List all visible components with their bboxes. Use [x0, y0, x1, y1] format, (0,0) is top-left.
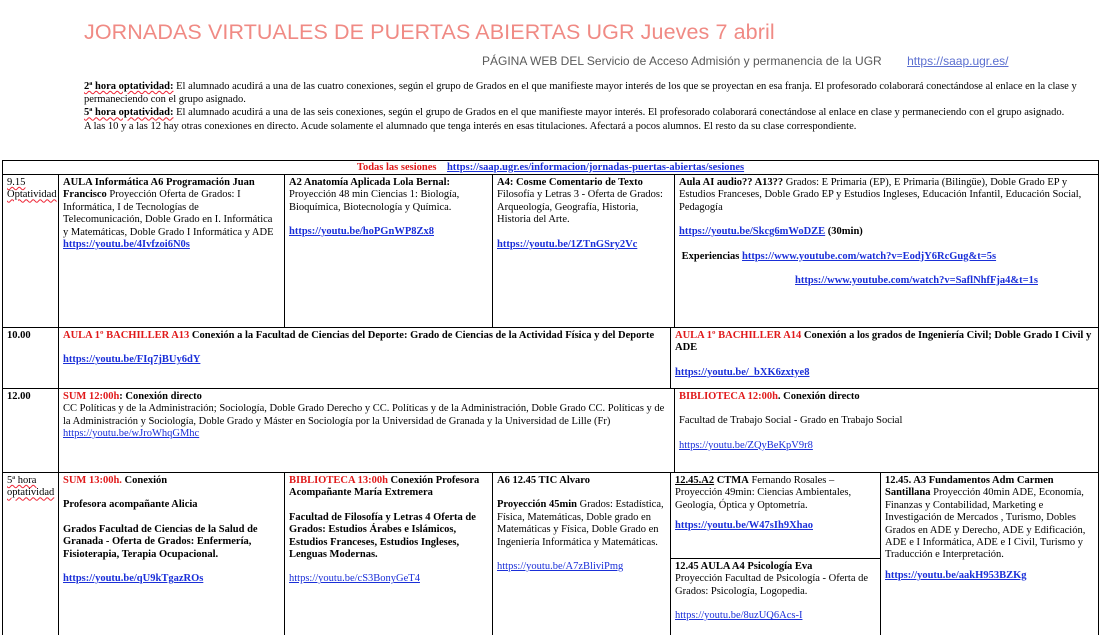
session-link[interactable]: https://youtu.be/hoPGnWP8Zx8 [289, 226, 434, 238]
session-aula-ai-educacion [675, 175, 1099, 328]
experiencias-link-1[interactable]: https://www.youtube.com/watch?v=EodjY6RcGug&t=5s [742, 250, 997, 262]
session-head: Proyección 45min [497, 499, 578, 511]
session-desc: Conexión a la Facultad de Ciencias del Deporte: Grado de Ciencias de la Actividad Física y del Deporte [189, 330, 655, 341]
session-desc: Proyección 40min ADE, Economía, Finanzas y Contabilidad, Marketing e Investigación de Mercados , Turismo, Dobles Grados en ADE y Derecho, ADE y Edificación, ADE e I Informática, ADE e I Civil, Turismo y Traducción e Interpretación. [885, 487, 1086, 561]
intro-p3: A las 10 y a las 12 hay otras conexiones en directo. Acude solamente el alumnado que tenga interés en esas titulaciones. Afectará a pocos alumnos. El resto da su clase correspondiente. [84, 120, 857, 132]
session-desc: Grados: Estadística, Física, Matemáticas, Doble grado en Matemáticas y Física, Doble Grado en Ingeniería Informática y Matemáticas. [497, 499, 664, 548]
session-head: Conexión [121, 475, 168, 486]
session-ctma [671, 473, 880, 559]
session-link[interactable]: https://youtu.be/aakH953BZKg [885, 569, 1027, 581]
session-desc: CC Políticas y de la Administración; Sociología, Doble Grado Derecho y CC. Políticas y de la Administración, Doble Grado CC. Políticas y de la Administración y Sociología, Doble Grado y Máster en Sociología por la Universidad de Granada y la Universidad de Lille (Fr) [63, 403, 665, 427]
session-head: CTMA [714, 475, 749, 486]
session-a4-comentario [493, 175, 675, 328]
session-title: 12.45 AULA A4 Psicología Eva [675, 561, 813, 572]
session-desc: Conexión a los grados de Ingeniería Civil; Doble Grado I Civil y ADE [675, 330, 1092, 354]
session-link[interactable]: https://youtu.be/cS3BonyGeT4 [289, 573, 420, 585]
session-link[interactable]: https://youtu.be/Skcg6mWoDZE [679, 226, 826, 238]
experiencias-label: Experiencias [681, 250, 740, 262]
session-link[interactable]: https://youtu.be/4Ivfzoi6N0s [63, 239, 190, 251]
session-a2-anatomia [285, 175, 493, 328]
intro-p2 [84, 106, 1084, 119]
all-sessions-link[interactable]: https://saap.ugr.es/informacion/jornadas-puertas-abiertas/sesiones [446, 162, 745, 173]
session-link[interactable]: https://youtu.be/wJroWhqGMhc [63, 428, 200, 440]
session-teacher: Profesora acompañante Alicia [63, 499, 198, 511]
session-link[interactable]: https://youtu.be/qU9kTgazROs [63, 573, 204, 585]
table-row [3, 389, 1099, 473]
session-desc: Proyección 48 min Ciencias 1: Biología, Bioquímica, Biotecnología y Química. [289, 189, 460, 213]
session-title: A2 Anatomía Aplicada Lola Bernal: [289, 177, 451, 188]
session-ingenieria-civil [671, 328, 1099, 389]
session-desc: Fernando Rosales – Proyección 49min: Ciencias Ambientales, Geología, Óptica y Optometría. [675, 475, 852, 511]
session-a3-fundamentos [881, 473, 1099, 635]
session-psicologia [671, 559, 880, 625]
session-desc: Proyección Oferta de Grados: I Informática, I de Tecnologías de Telecomunicación, Doble Grado en I. Informática y Matemáticas, Doble Grado I Informática y ADE [63, 189, 274, 238]
time-cell-5hora [3, 473, 59, 635]
table-row [3, 328, 1099, 389]
saap-site-link[interactable]: https://saap.ugr.es/ [907, 54, 1009, 68]
session-link[interactable]: https://youtu.be/8uzUQ6Acs-I [675, 610, 803, 622]
page-subtitle [482, 54, 1008, 68]
experiencias-link-2[interactable]: https://www.youtube.com/watch?v=SaflNhfFja4&t=1s [795, 275, 1038, 287]
session-link[interactable]: https://youtu.be/ZQyBeKpV9r8 [679, 439, 813, 451]
session-title: 12.45. A3 Fundamentos Adm Carmen Santillana [885, 475, 1054, 499]
session-ciencias-salud [59, 473, 285, 635]
session-ciencias-deporte [59, 328, 671, 389]
session-desc: Facultad de Trabajo Social - Grado en Trabajo Social [679, 415, 903, 427]
session-title: A4: Cosme Comentario de Texto [497, 177, 643, 188]
session-duration: (30min) [825, 226, 863, 238]
page-title: JORNADAS VIRTUALES DE PUERTAS ABIERTAS UGR Jueves 7 abril [84, 20, 775, 44]
all-sessions-label: Todas las sesiones [356, 162, 437, 173]
schedule-table [2, 160, 1099, 635]
session-title: 12.45.A2 [675, 475, 715, 486]
session-link[interactable]: https://youtu.be/FIq7jBUy6dY [63, 354, 201, 366]
subtitle-text: PÁGINA WEB DEL Servicio de Acceso Admisión y permanencia de la UGR [482, 54, 882, 68]
session-room: SUM 12:00h [63, 391, 120, 402]
session-trabajo-social [675, 389, 1099, 473]
session-head: : Conexión directo [119, 391, 202, 402]
session-desc: Facultad de Filosofía y Letras 4 Oferta de Grados: Estudios Árabes e Islámicos, Estudios Franceses, Estudios Ingleses, Lenguas Modernas. [289, 511, 476, 561]
time-label: 5ª hora optatividad [7, 475, 55, 499]
session-link[interactable]: https://youtu.be/1ZTnGSry2Vc [497, 238, 638, 250]
session-desc: Filosofía y Letras 3 - Oferta de Grados: Arqueología, Geografía, Historia, Historia del Arte. [497, 189, 663, 226]
time-cell-1200: 12.00 [3, 389, 59, 473]
session-link[interactable]: https://youtu.be/W47sIh9Xhao [675, 520, 813, 532]
session-room: AULA 1º BACHILLER A13 [63, 330, 190, 341]
session-desc: Grados: E Primaria (EP), E Primaria (Bilingüe), Doble Grado EP y Estudios Franceses, Doble Grado EP y Estudios Ingleses, Educación Infantil, Educación Social, Pedagogía [679, 177, 1082, 213]
time-cell-1000: 10.00 [3, 328, 59, 389]
session-room: BIBLIOTECA 12:00h [679, 391, 778, 402]
table-row [3, 473, 1099, 635]
session-title: AULA Informática A6 Programación Juan Francisco [63, 177, 255, 201]
session-head: Conexión Profesora Acompañante María Extremera [289, 475, 480, 499]
all-sessions-row [3, 161, 1099, 175]
session-room: AULA 1º BACHILLER A14 [675, 330, 802, 341]
session-filosofia-letras [285, 473, 493, 635]
p2-label: 5ª hora optatividad: [84, 107, 174, 119]
session-head: . Conexión directo [777, 391, 860, 402]
session-desc: Grados Facultad de Ciencias de la Salud de Granada - Oferta de Grados: Enfermería, Fisioterapia, Terapia Ocupacional. [63, 523, 258, 560]
session-room: SUM 13:00h. [63, 475, 122, 486]
p1-label: 2ª hora optatividad: [84, 81, 174, 92]
session-ccpoliticas [59, 389, 675, 473]
time-cell-0915 [3, 175, 59, 328]
session-title: A6 12.45 TIC Alvaro [497, 475, 590, 486]
session-a6-informatica [59, 175, 285, 328]
all-sessions-cell [3, 161, 1099, 175]
session-ctma-psicologia [671, 473, 881, 635]
intro-block [84, 80, 1084, 133]
session-desc: Proyección Facultad de Psicología - Oferta de Grados: Psicología, Logopedia. [675, 573, 869, 597]
session-a6-tic [493, 473, 671, 635]
time-label: 9.15 Optatividad [7, 177, 57, 201]
session-link[interactable]: https://youtu.be/A7zBliviPmg [497, 561, 624, 573]
p2-text: El alumnado acudirá a una de las seis conexiones, según el grupo de Grados en el que manifieste mayor interés. El profesorado colaborará conectándose al enlace en clase y permaneciendo con el grupo asignado. [173, 107, 1065, 119]
session-link[interactable]: https://youtu.be/_bXK6zxtye8 [675, 366, 810, 378]
intro-p1 [84, 80, 1084, 106]
session-room: BIBLIOTECA 13:00h [289, 475, 388, 486]
session-title: Aula AI audio?? A13?? [679, 177, 784, 188]
p1-text: El alumnado acudirá a una de las cuatro conexiones, según el grupo de Grados en el que manifieste mayor interés de los que se proyectan en esa franja. El profesorado colaborará conectándose al enlace en la clase y permaneciendo con el grupo asignado. [84, 81, 1077, 106]
table-row [3, 175, 1099, 328]
